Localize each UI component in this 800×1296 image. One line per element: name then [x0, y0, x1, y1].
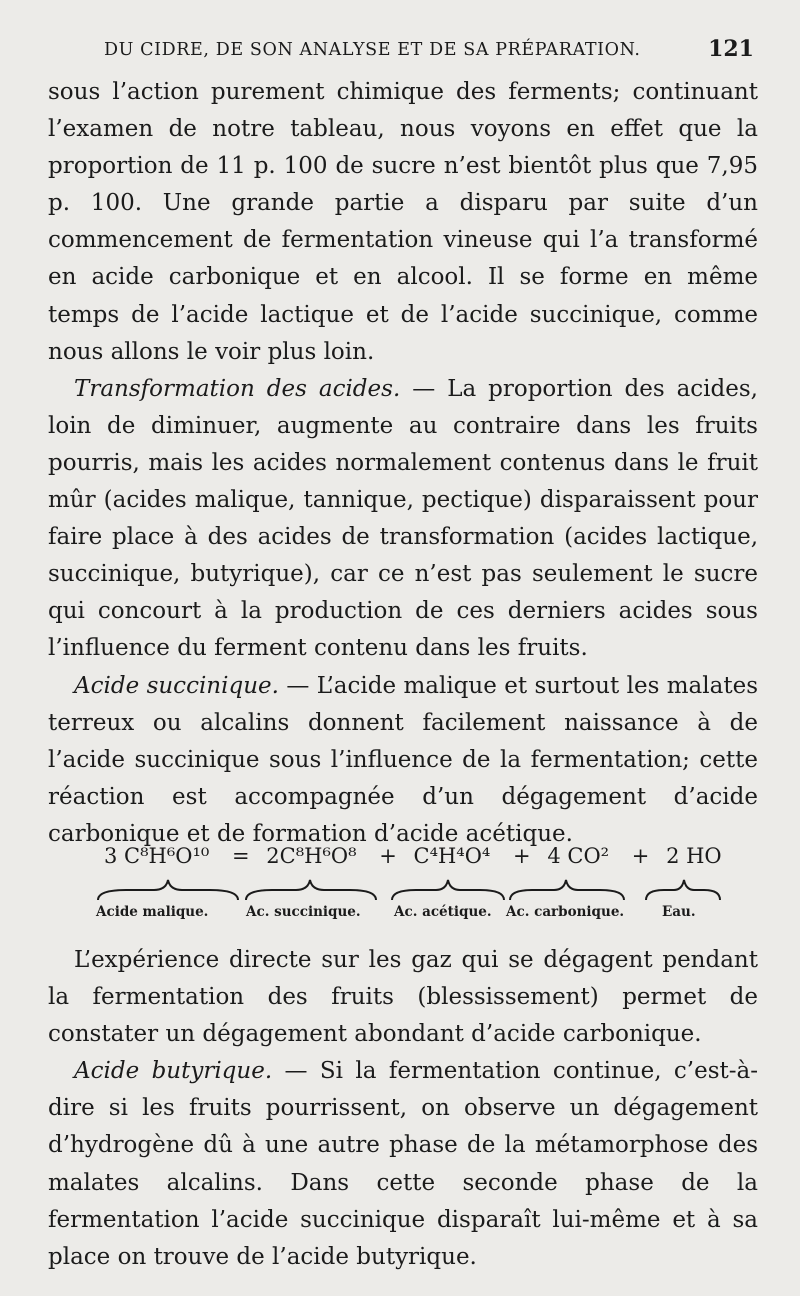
equation-line: [104, 844, 728, 868]
page-number: 121: [708, 36, 754, 62]
formula-term-carbonique: 4 CO²: [547, 844, 610, 868]
plus-sign: +: [513, 844, 531, 868]
label-carbonique: Ac. carbonique.: [506, 904, 625, 920]
section-title: Acide butyrique.: [74, 1058, 273, 1085]
paragraph-text: — L’acide malique et surtout les malates terreux ou alcalins donnent facilement naissance à de l’acide succinique sous l’influence de la fermentation; cette réaction est accompagnée d’un dégagement d’acide carbonique et de formation d’acide acétique.: [48, 672, 758, 847]
formula-term-acetique: C⁴H⁴O⁴: [413, 844, 491, 868]
paragraph-experience: [48, 942, 758, 1053]
label-eau: Eau.: [662, 904, 696, 920]
paragraph-acide-butyrique: [48, 1053, 758, 1276]
label-succinique: Ac. succinique.: [246, 904, 361, 920]
brace-eau: [646, 880, 720, 900]
paragraph-text: — Si la fermentation continue, c’est-à-dire si les fruits pourrissent, on observe un dégagement d’hydrogène dû à une autre phase de la métamorphose des malates alcalins. Dans cette seconde phase de la fermentation l’acide succinique disparaît lui-même et à sa place on trouve de l’acide butyrique.: [48, 1058, 758, 1270]
formula-term-succinique: 2C⁸H⁶O⁸: [266, 844, 357, 868]
plus-sign: +: [631, 844, 650, 868]
paragraph-text: sous l’action purement chimique des ferments; continuant l’examen de notre tableau, nous voyons en effet que la proportion de 11 p. 100 de sucre n’est bientôt plus que 7,95 p. 100. Une grande partie a disparu par suite d’un commencement de fermentation vineuse qui l’a transformé en acide carbonique et en alcool. Il se forme en même temps de l’acide lactique et de l’acide succinique, comme nous allons le voir plus loin.: [48, 79, 758, 365]
formula-term-eau: 2 HO: [666, 844, 722, 868]
label-acetique: Ac. acétique.: [394, 904, 492, 920]
brace-acetique: [392, 880, 504, 900]
page-header: [104, 36, 754, 68]
formula-term-acide-malique: 3 C⁸H⁶O¹⁰: [104, 844, 210, 868]
running-title: DU CIDRE, DE SON ANALYSE ET DE SA PRÉPARATION.: [104, 40, 641, 60]
brace-acide-malique: [98, 880, 238, 900]
section-title: Transformation des acides.: [74, 375, 401, 402]
paragraph-transformation-acides: [48, 371, 758, 668]
body-text-lower: [48, 942, 758, 1276]
plus-sign: +: [379, 844, 397, 868]
equals-sign: =: [232, 844, 250, 868]
body-text-upper: [48, 74, 758, 853]
chemical-equation: [96, 840, 746, 930]
section-title: Acide succinique.: [74, 672, 279, 699]
label-acide-malique: Acide malique.: [96, 904, 209, 920]
paragraph-text: — La proportion des acides, loin de diminuer, augmente au contraire dans les fruits pourris, mais les acides normalement contenus dans le fruit mûr (acides malique, tannique, pectique) disparaissent pour faire place à des acides de transformation (acides lactique, succinique, butyrique), car ce n’est pas seulement le sucre qui concourt à la production de ces derniers acides sous l’influence du ferment contenu dans les fruits.: [48, 375, 758, 662]
paragraph-continuation: [48, 74, 758, 371]
brace-succinique: [246, 880, 376, 900]
paragraph-text: L’expérience directe sur les gaz qui se dégagent pendant la fermentation des fruits (blessissement) permet de constater un dégagement abondant d’acide carbonique.: [48, 947, 758, 1048]
brace-carbonique: [510, 880, 624, 900]
paragraph-acide-succinique: [48, 668, 758, 853]
